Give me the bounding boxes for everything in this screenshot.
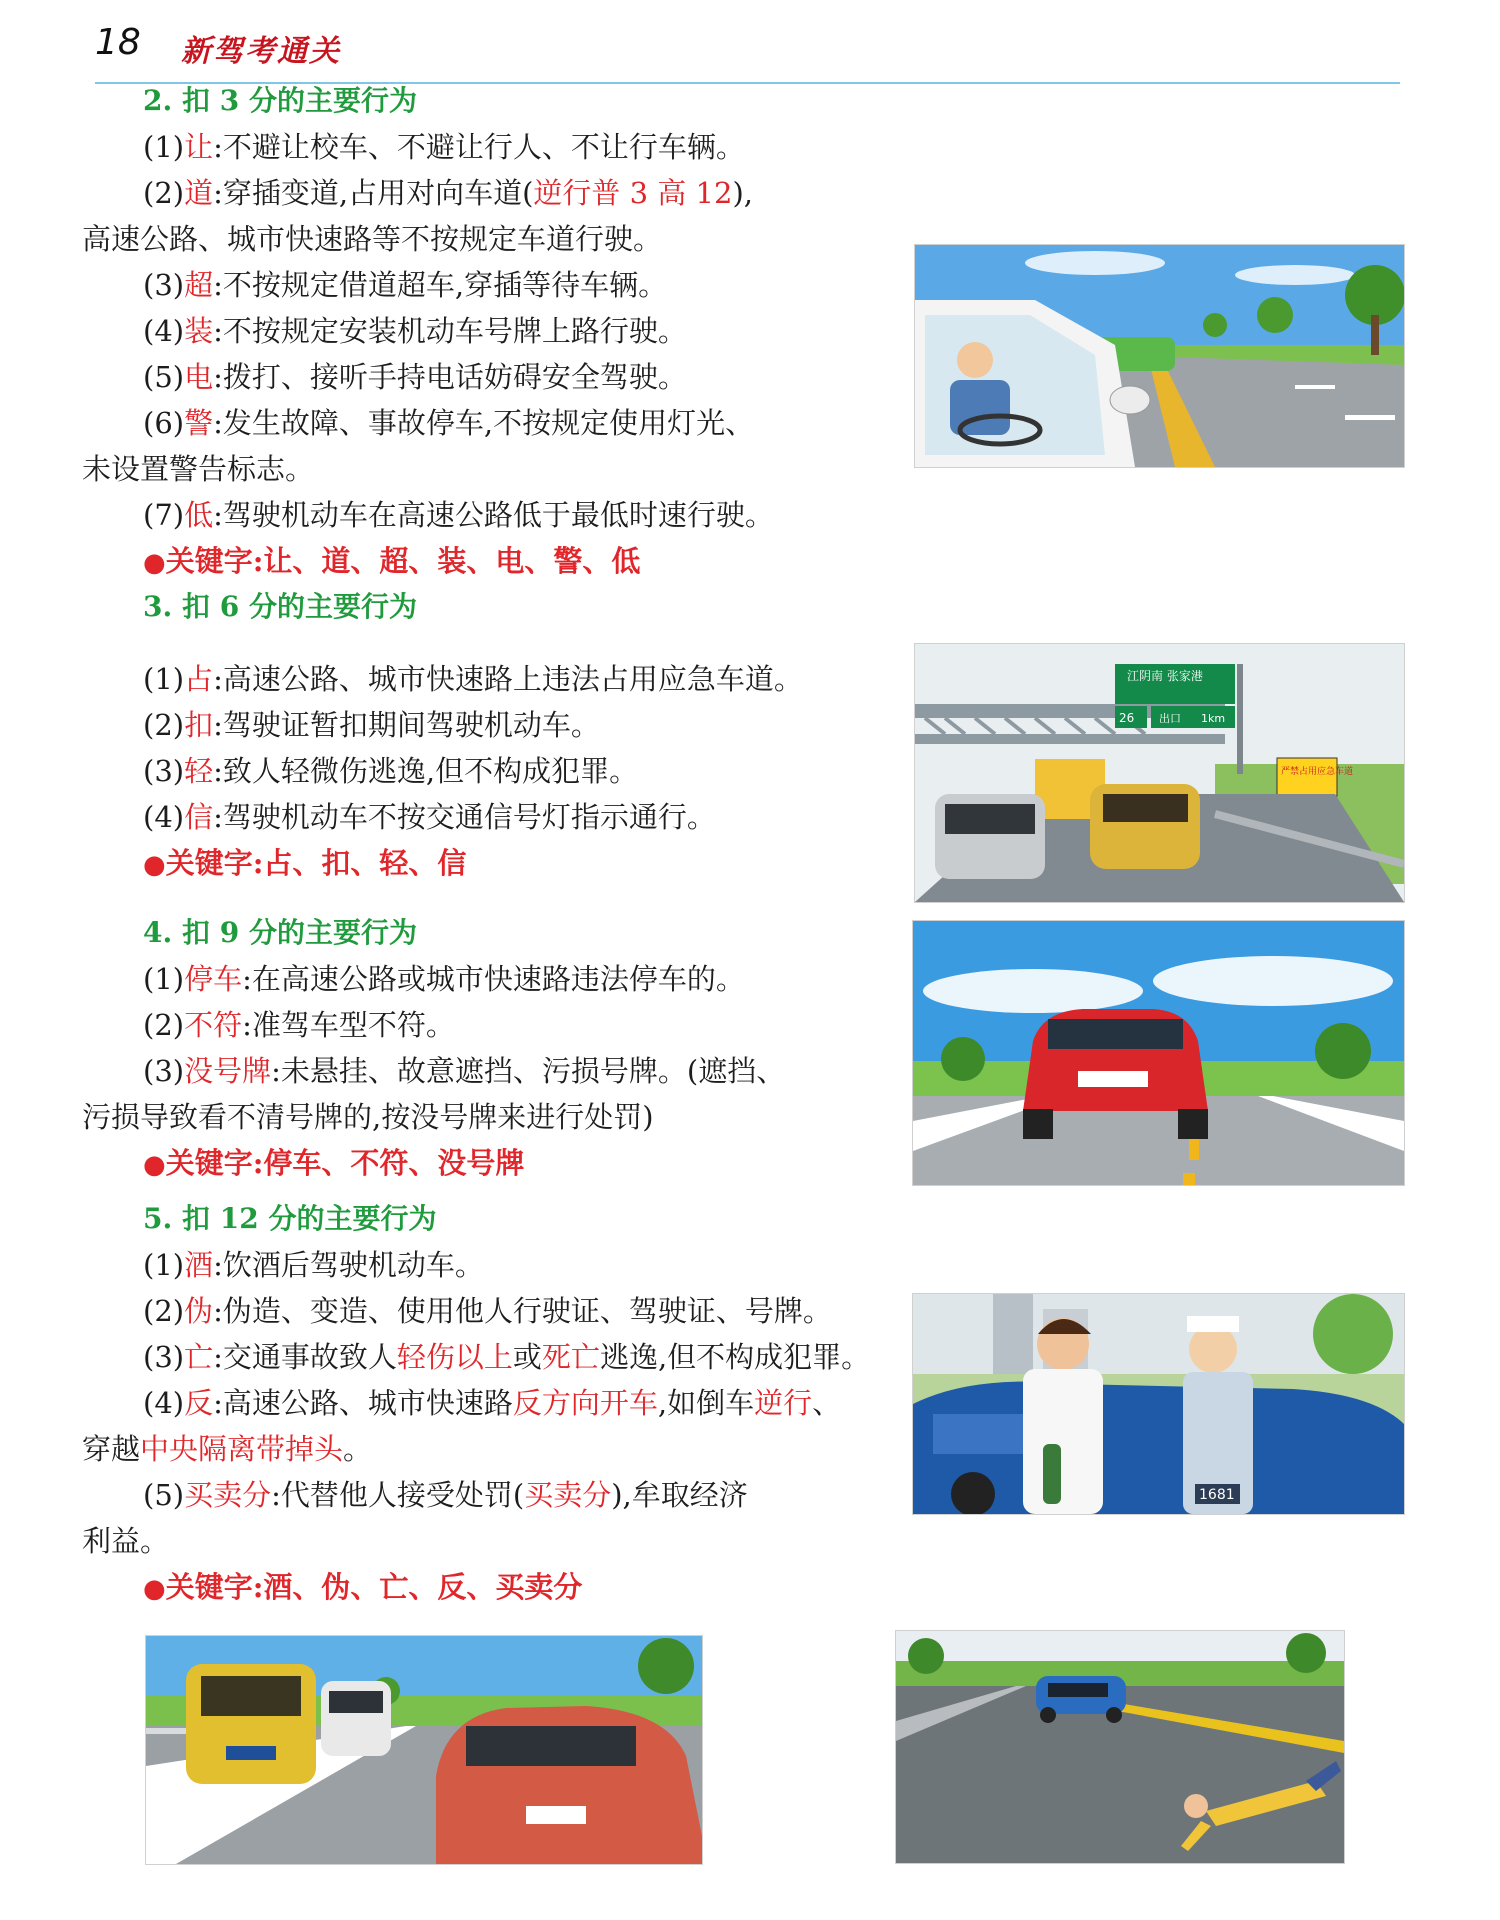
keywords-line: ●关键字:停车、不符、没号牌 <box>143 1146 525 1180</box>
list-item-continuation: 利益。 <box>82 1524 170 1558</box>
list-item: (4)信:驾驶机动车不按交通信号灯指示通行。 <box>143 800 716 834</box>
section-title-9-points: 4. 扣 9 分的主要行为 <box>143 916 417 949</box>
illustration-wrong-way-driving <box>145 1635 703 1865</box>
list-item-continuation: 未设置警告标志。 <box>82 452 315 486</box>
list-item: (1)占:高速公路、城市快速路上违法占用应急车道。 <box>143 662 803 696</box>
list-item: (1)停车:在高速公路或城市快速路违法停车的。 <box>143 962 745 996</box>
illustration-hit-and-run <box>895 1630 1345 1864</box>
sign-exit-distance: 1km <box>1201 712 1226 725</box>
keywords-line: ●关键字:让、道、超、装、电、警、低 <box>143 544 641 578</box>
list-item: (3)超:不按规定借道超车,穿插等待车辆。 <box>143 268 668 302</box>
list-item: (4)反:高速公路、城市快速路反方向开车,如倒车逆行、 <box>143 1386 842 1420</box>
list-item: (5)买卖分:代替他人接受处罚(买卖分),牟取经济 <box>143 1478 748 1512</box>
sign-exit-number: 26 <box>1119 711 1135 725</box>
section-title-3-points: 2. 扣 3 分的主要行为 <box>143 84 417 117</box>
illustration-drunk-driver-police <box>912 1293 1405 1515</box>
list-item: (3)轻:致人轻微伤逃逸,但不构成犯罪。 <box>143 754 639 788</box>
list-item: (2)不符:准驾车型不符。 <box>143 1008 455 1042</box>
keywords-line: ●关键字:酒、伪、亡、反、买卖分 <box>143 1570 583 1604</box>
book-title: 新驾考通关 <box>181 34 341 69</box>
sign-destinations: 江阴南 张家港 <box>1127 669 1203 683</box>
list-item: (5)电:拨打、接听手持电话妨碍安全驾驶。 <box>143 360 687 394</box>
list-item-continuation: 高速公路、城市快速路等不按规定车道行驶。 <box>82 222 663 256</box>
emergency-lane-sign: 严禁占用应急车道 <box>1281 767 1354 777</box>
list-item: (3)亡:交通事故致人轻伤以上或死亡逃逸,但不构成犯罪。 <box>143 1340 871 1374</box>
police-badge-number: 1681 <box>1199 1487 1235 1503</box>
page-number: 18 <box>95 22 141 63</box>
list-item: (2)道:穿插变道,占用对向车道(逆行普 3 高 12), <box>143 176 753 210</box>
list-item-continuation: 污损导致看不清号牌的,按没号牌来进行处罚) <box>82 1100 654 1134</box>
illustration-emergency-lane <box>914 643 1405 903</box>
list-item-continuation: 穿越中央隔离带掉头。 <box>82 1432 373 1466</box>
section-title-12-points: 5. 扣 12 分的主要行为 <box>143 1202 437 1235</box>
section-title-6-points: 3. 扣 6 分的主要行为 <box>143 590 417 623</box>
illustration-stopped-car <box>912 920 1405 1186</box>
illustration-driver-phone <box>914 244 1405 468</box>
page-header <box>95 22 1400 67</box>
list-item: (3)没号牌:未悬挂、故意遮挡、污损号牌。(遮挡、 <box>143 1054 786 1088</box>
list-item: (7)低:驾驶机动车在高速公路低于最低时速行驶。 <box>143 498 774 532</box>
list-item: (6)警:发生故障、事故停车,不按规定使用灯光、 <box>143 406 755 440</box>
list-item: (1)酒:饮酒后驾驶机动车。 <box>143 1248 484 1282</box>
list-item: (2)扣:驾驶证暂扣期间驾驶机动车。 <box>143 708 600 742</box>
list-item: (4)装:不按规定安装机动车号牌上路行驶。 <box>143 314 687 348</box>
keywords-line: ●关键字:占、扣、轻、信 <box>143 846 467 880</box>
list-item: (2)伪:伪造、变造、使用他人行驶证、驾驶证、号牌。 <box>143 1294 832 1328</box>
sign-exit-label: 出口 <box>1159 712 1181 725</box>
list-item: (1)让:不避让校车、不避让行人、不让行车辆。 <box>143 130 745 164</box>
